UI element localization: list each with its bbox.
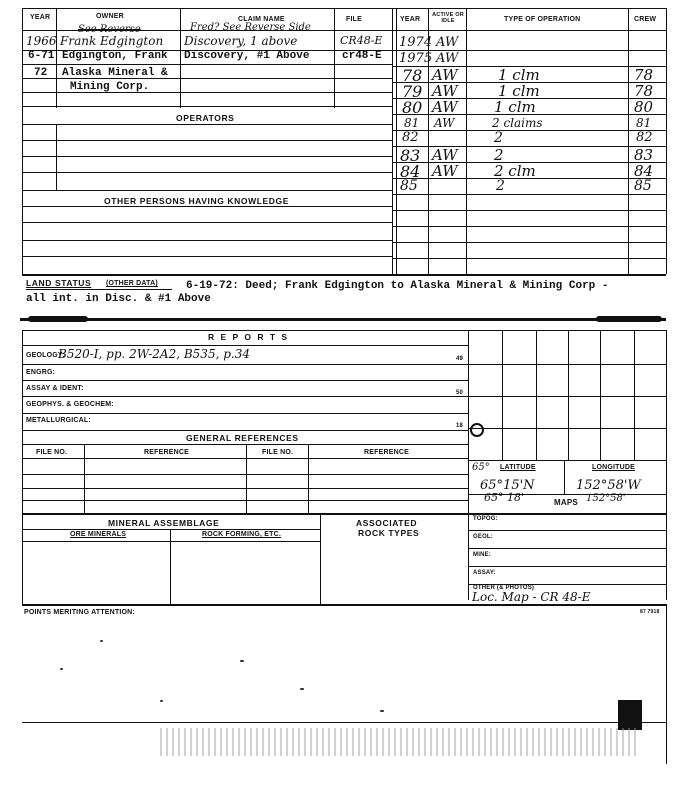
op-4-crew: 80 [634,98,654,116]
owner-row-1-year: 1966 [26,34,57,48]
op-6-type: 2 [494,130,503,146]
op-4-type: 1 clm [494,98,536,116]
num-50: 50 [456,390,464,396]
other-data-label: (OTHER DATA) [106,280,158,287]
land-status-line-2: all int. in Disc. & #1 Above [26,293,211,305]
op-2-type: 1 clm [498,66,540,84]
other-photos-value: Loc. Map - CR 48-E [472,590,591,604]
geology-label: GEOLOGY: [26,352,65,359]
owner-row-2-claim: Discovery, #1 Above [184,50,310,62]
op-5-year: 81 [404,116,420,130]
op-3-year: 79 [402,82,423,101]
header-year-2: YEAR [400,16,421,23]
reference-label-2: REFERENCE [364,449,409,456]
op-3-type: 1 clm [498,82,540,100]
header-claim-name: CLAIM NAME [238,16,285,23]
op-7-crew: 83 [634,146,654,164]
op-4-status: AW [432,98,458,116]
engrg-label: ENGRG: [26,369,56,376]
header-crew: CREW [634,16,657,23]
header-year: YEAR [30,14,51,21]
land-status-line-1: 6-19-72: Deed; Frank Edgington to Alaska Mineral & Mining Corp - [186,280,609,292]
op-8-crew: 84 [634,162,654,180]
reports-heading: R E P O R T S [208,332,290,342]
owner-row-0-owner: See Reverse [78,24,141,35]
latitude-value: 65°15'N [480,478,535,493]
op-0-status: AW [436,35,459,50]
metallurgical-label: METALLURGICAL: [26,417,91,424]
land-status-label: LAND STATUS [26,278,92,288]
ore-minerals-label: ORE MINERALS [70,531,127,538]
assay-label-2: ASSAY: [473,570,496,576]
op-0-year: 1974 [399,35,433,50]
geol-label: GEOL: [473,534,493,540]
op-8-year: 84 [400,162,421,181]
compass-icon [470,423,484,437]
op-5-type: 2 claims [492,116,543,130]
op-2-status: AW [432,66,458,84]
bottom-scan-smudge [160,728,640,756]
owner-row-3-year: 72 [34,67,48,79]
maps-left-value: 65° 18' [484,491,525,504]
other-persons-heading: OTHER PERSONS HAVING KNOWLEDGE [104,196,290,206]
owner-row-1-claim: Discovery, 1 above [184,34,298,48]
op-7-status: AW [432,146,458,164]
header-type-of-operation: TYPE OF OPERATION [504,16,581,23]
op-6-year: 82 [402,130,419,145]
owner-row-3-owner: Alaska Mineral & [62,67,168,79]
owner-row-0-claim: Fred? See Reverse Side [190,22,311,33]
op-4-year: 80 [402,98,423,117]
file-no-label-2: FILE NO. [262,449,294,456]
topog-label: TOPOG: [473,516,498,522]
geology-entry: B520-I, pp. 2W-2A2, B535, p.34 [58,347,250,361]
longitude-label: LONGITUDE [592,464,636,471]
header-active-or-idle: ACTIVE OR IDLE [432,12,464,24]
maps-right-value: 152°58' [586,493,626,504]
op-3-status: AW [432,82,458,100]
op-2-crew: 78 [634,66,654,84]
op-9-type: 2 [496,178,505,194]
mine-label: MINE: [473,552,491,558]
op-5-status: AW [434,116,455,130]
file-no-label: FILE NO. [36,449,68,456]
num-18: 18 [456,423,464,429]
lat-handwritten: 65° [472,462,490,473]
owner-row-1-owner: Frank Edgington [60,34,164,48]
other-photos-label: OTHER (& PHOTOS) [473,585,535,591]
owner-row-1-file: CR48-E [340,34,383,47]
op-8-status: AW [432,162,458,180]
points-meriting-label: POINTS MERITING ATTENTION: [24,609,135,616]
owner-row-4-owner: Mining Corp. [70,81,150,93]
assay-label: ASSAY & IDENT: [26,385,84,392]
op-7-type: 2 [494,146,504,164]
operators-heading: OPERATORS [176,113,235,123]
geophys-label: GEOPHYS. & GEOCHEM: [26,401,114,408]
op-2-year: 78 [402,66,423,85]
op-1-status: AW [436,51,459,66]
latitude-label: LATITUDE [500,464,536,471]
op-6-crew: 82 [636,130,653,145]
mineral-assemblage-heading: MINERAL ASSEMBLAGE [108,518,220,528]
owner-row-2-year: 6-71 [28,50,55,62]
rock-types-label: ROCK TYPES [358,528,420,538]
op-9-crew: 85 [634,178,652,194]
op-9-year: 85 [400,178,418,194]
op-7-year: 83 [400,146,421,165]
reference-label: REFERENCE [144,449,189,456]
owner-row-2-file: cr48-E [342,50,382,62]
op-1-year: 1975 [399,51,433,66]
owner-row-2-owner: Edgington, Frank [62,50,168,62]
associated-label: ASSOCIATED [356,518,418,528]
num-49: 49 [456,356,464,362]
op-3-crew: 78 [634,82,654,100]
form-number: 87 7918 [640,609,660,615]
scan-blot [618,700,642,730]
op-5-crew: 81 [636,116,652,130]
header-file: FILE [346,16,362,23]
rock-forming-label: ROCK FORMING, ETC. [202,531,282,538]
maps-label: MAPS [554,498,578,507]
longitude-value: 152°58'W [576,478,641,493]
general-references-heading: GENERAL REFERENCES [186,433,299,443]
op-8-type: 2 clm [494,162,536,180]
header-owner: OWNER [96,13,124,20]
